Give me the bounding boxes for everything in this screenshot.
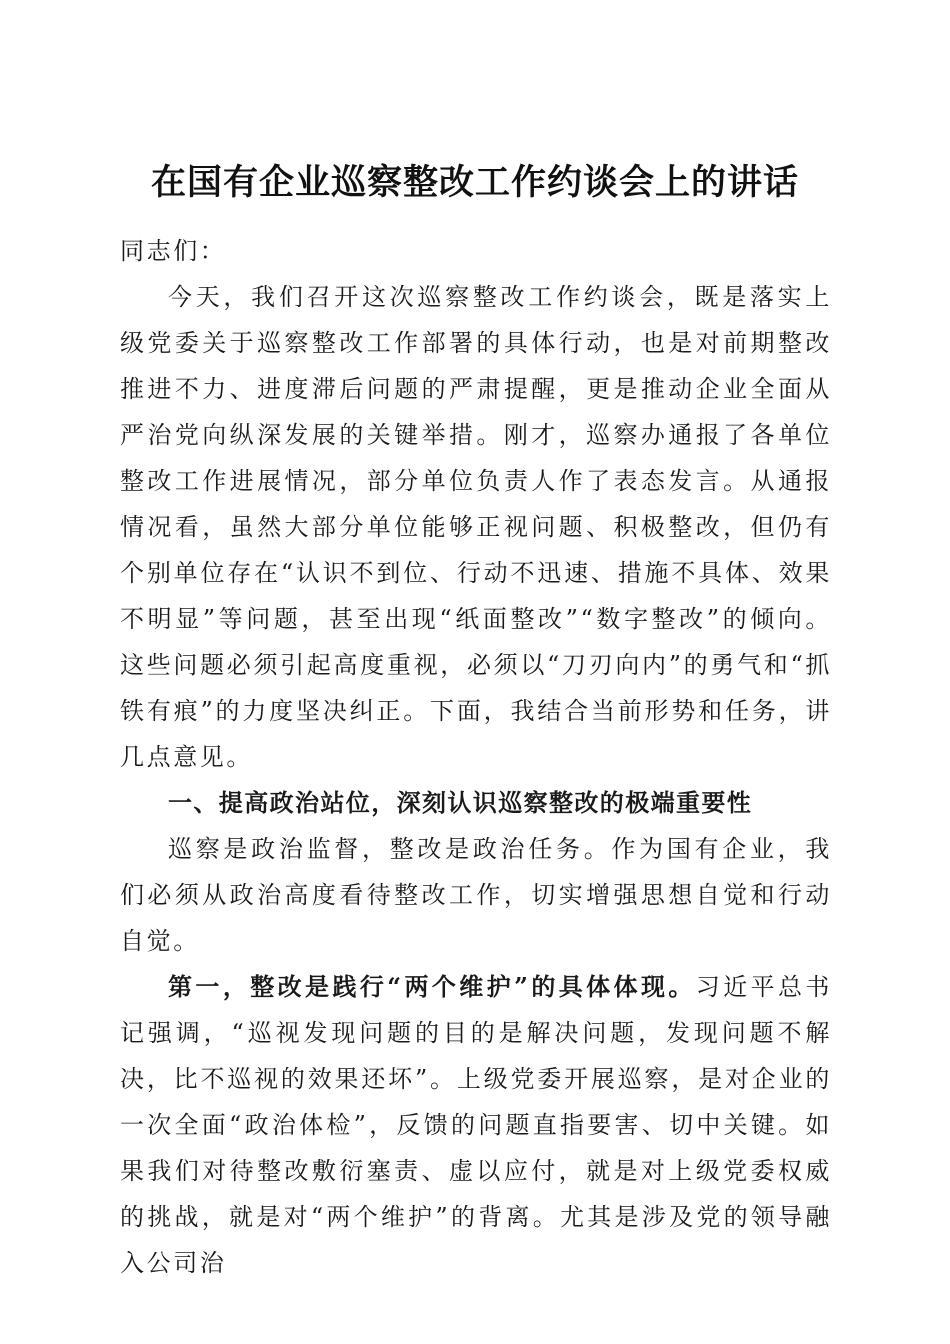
section-heading-1: 一、提高政治站位，深刻认识巡察整改的极端重要性 [168,789,753,817]
salutation: 同志们： [120,237,227,265]
document-title: 在国有企业巡察整改工作约谈会上的讲话 [150,162,799,204]
point-one-text: 习近平总书记强调，“巡视发现问题的目的是解决问题，发现问题不解决，比不巡视的效果还坏”。上级党委开展巡察，是对企业的一次全面“政治体检”，反馈的问题直指要害、切中关键。如果我们对待整改敷衍塞责、虚以应付，就是对上级党委权威的挑战，就是对“两个维护”的背离。尤其是涉及党的领导融入公司治 [120,973,833,1277]
point-one-paragraph [120,964,832,1286]
intro-paragraph: 今天，我们召开这次巡察整改工作约谈会，既是落实上级党委关于巡察整改工作部署的具体行动，也是对前期整改推进不力、进度滞后问题的严肃提醒，更是推动企业全面从严治党向纵深发展的关键举措。刚才，巡察办通报了各单位整改工作进展情况，部分单位负责人作了表态发言。从通报情况看，虽然大部分单位能够正视问题、积极整改，但仍有个别单位存在“认识不到位、行动不迅速、措施不具体、效果不明显”等问题，甚至出现“纸面整改”“数字整改”的倾向。这些问题必须引起高度重视，必须以“刀刃向内”的勇气和“抓铁有痕”的力度坚决纠正。下面，我结合当前形势和任务，讲几点意见。 [120,283,832,771]
point-one-lead: 第一，整改是践行“两个维护”的具体体现。 [168,972,696,1001]
section-intro-paragraph: 巡察是政治监督，整改是政治任务。作为国有企业，我们必须从政治高度看待整改工作，切实增强思想自觉和行动自觉。 [120,835,832,955]
document-body [120,228,832,1286]
